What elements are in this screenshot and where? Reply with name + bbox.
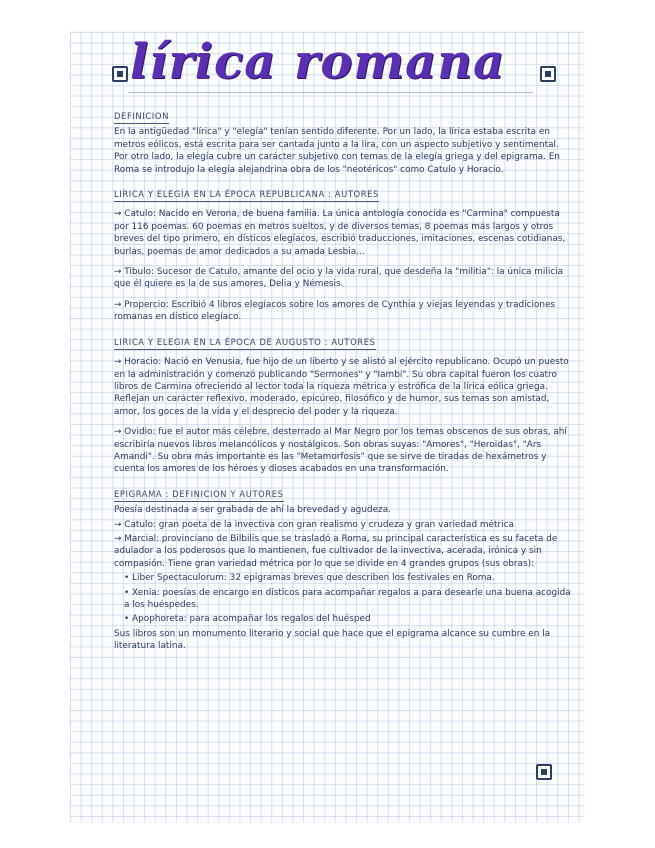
section-epigrama bbox=[114, 488, 572, 653]
list-item: → Ovidio: fue el autor más célebre, desterrado al Mar Negro por los temas obscenos de sus obras, ahí escribiría nuevos libros melancólicos y nostálgicos. Son obras suyas: "Amores", "Heroidas", "Ars Amandi". Su obra más importante es las "Metamorfosis" que se sirve de tiradas de hexámetros y cuenta los amores de los héroes y dioses acabados en una transformación. bbox=[114, 427, 567, 475]
list-item: → Marcial: provinciano de Bilbilis que se trasladó a Roma, su principal característica es su faceta de adulador a los poderosos que lo mantienen, fue cultivador de la invectiva, acerada, irónica y sin compasión. Tiene gran variedad métrica por lo que se divide en 4 grandes grupos (sus obras): bbox=[114, 533, 558, 569]
title-underline bbox=[128, 92, 533, 93]
list-item: → Tibulo: Sucesor de Catulo, amante del ocio y la vida rural, que desdeña la "militia": la única milicia que él quiere es la de sus amores, Delia y Némesis. bbox=[114, 267, 564, 290]
list-item: → Horacio: Nació en Venusia, fue hijo de un liberto y se alistó al ejército republicano. Ocupó un puesto en la administración y comenzó publicando "Sermones" y "Iambi". Su obra capital fueron los cuatro libros de Carmina ofreciendo al lector toda la riqueza métrica y estrófica de la lírica eólica griega. Reflejan un carácter reflexivo, moderado, epicúreo, filosófico y de humor, sus temas son amistad, amor, los goces de la vida y el desprecio del poder y la riqueza. bbox=[114, 357, 569, 417]
notebook-page bbox=[70, 32, 583, 822]
notes-content bbox=[114, 110, 572, 665]
section-heading: DEFINICION bbox=[114, 110, 169, 124]
paragraph: En la antigüedad "lírica" y "elegía" tenían sentido diferente. Por un lado, la lírica estaba escrita en metros eólicos, está escrita para ser cantada junto a la lira, con un aspecto subjetivo y sentimental. Por otro lado, la elegía cubre un carácter subjetivo con temas de la elegía griega y del epigrama. En Roma se introdujo la elegía alejandrina obra de los "neotéricos" como Catulo y Horacio. bbox=[114, 127, 560, 175]
section-augusto bbox=[114, 336, 572, 476]
section-heading: LIRICA Y ELEGÍA EN LA ÉPOCA REPUBLICANA : AUTORES bbox=[114, 188, 379, 202]
square-bullet-icon bbox=[536, 764, 552, 780]
square-bullet-icon bbox=[112, 66, 128, 82]
section-definicion bbox=[114, 110, 572, 176]
list-item: → Catulo: Nacido en Verona, de buena familia. La única antología conocida es "Carmina" compuesta por 116 poemas. 60 poemas en metros sueltos, y de diversos temas, 8 poemas más largos y otros breves del tipo primero, en dísticos elegíacos, escribió traducciones, imitaciones, escenas cotidianas, burlas, poemas de amor dedicados a su amada Lesbia... bbox=[114, 209, 566, 257]
section-heading: LIRICA Y ELEGIA EN LA ÉPOCA DE AUGUSTO : AUTORES bbox=[114, 336, 376, 350]
list-item: → Propercio: Escribió 4 libros elegíacos sobre los amores de Cynthia y viejas leyendas y tradiciones romanas en dístico elegíaco. bbox=[114, 299, 556, 323]
list-subitem: • Liber Spectaculorum: 32 epigramas breves que describen los festivales en Roma. bbox=[124, 573, 495, 584]
page-title: lírica romana bbox=[130, 34, 506, 90]
paragraph: Poesía destinada a ser grabada de ahí la brevedad y agudeza. bbox=[114, 505, 391, 516]
square-bullet-icon bbox=[540, 66, 556, 82]
section-republicana bbox=[114, 188, 572, 324]
list-subitem: • Apophoreta: para acompañar los regalos del huésped bbox=[124, 614, 371, 625]
list-subitem: • Xenia: poesías de encargo en dísticos para acompañar regalos a para desearle una buena acogida a los huéspedes. bbox=[124, 587, 571, 610]
section-heading: EPIGRAMA : DEFINICION Y AUTORES bbox=[114, 488, 284, 502]
list-item: → Catulo: gran poeta de la invectiva con gran realismo y crudeza y gran variedad métrica bbox=[114, 519, 514, 530]
paragraph: Sus libros son un monumento literario y social que hace que el epigrama alcance su cumbre en la literatura latina. bbox=[114, 628, 551, 652]
